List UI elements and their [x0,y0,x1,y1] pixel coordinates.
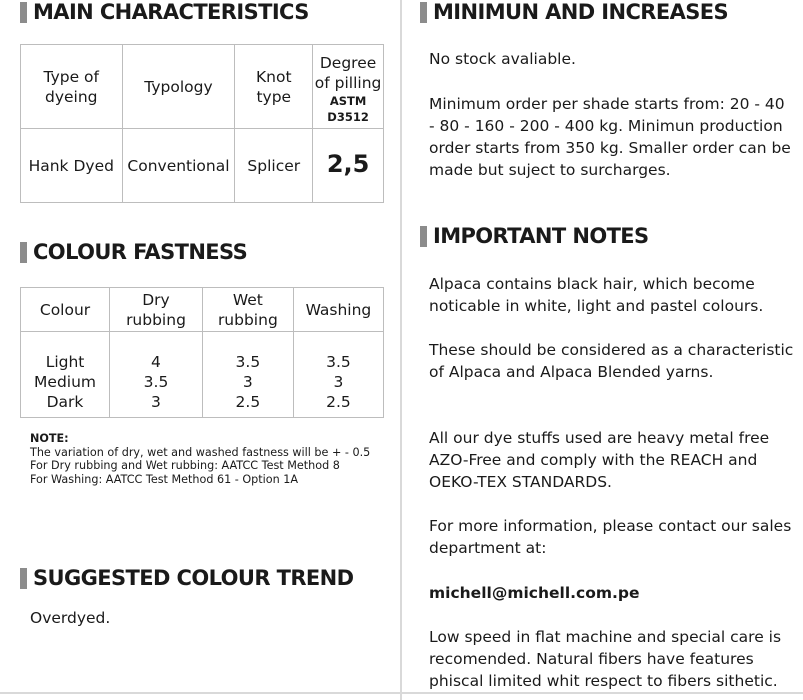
astm-label: ASTM D3512 [327,93,369,124]
header-degree-of-pilling [313,45,384,129]
header-typology: Typology [122,45,235,129]
heading-bar [20,242,27,263]
washing-dark: 2.5 [326,392,351,411]
suggested-colour-trend-heading [20,566,353,590]
note-paragraph: Low speed in flat machine and special care is recomended. Natural fibers have features phiscal limited whit respect to fibers sithetic. [429,628,782,690]
value-typology: Conventional [122,129,235,203]
header-knot-type: Knot type [235,45,313,129]
important-notes-heading [420,224,649,248]
note-paragraph: All our dye stuffs used are heavy metal free AZO-Free and comply with the REACH and OEKO-TEX STANDARDS. [429,429,770,491]
stock-text: No stock avaliable. [429,50,576,68]
value-knot-type: Splicer [235,129,313,203]
header-dry-rubbing: Dry rubbing [110,288,203,332]
wet-light: 3.5 [235,352,261,371]
pilling-value: 2,5 [326,150,370,178]
note-line: For Dry rubbing and Wet rubbing: AATCC Test Method 8 [30,459,340,473]
table-row [21,332,384,418]
wet-dark: 2.5 [235,392,261,411]
note-paragraph: Alpaca contains black hair, which become noticable in white, light and pastel colours. [429,275,764,315]
note-title: NOTE: [30,432,69,445]
colour-column [21,332,110,418]
bottom-rule [0,692,803,694]
degree-of-pilling-label: Degree of pilling [314,53,382,92]
dry-rubbing-column [110,332,203,418]
wet-medium: 3 [242,372,253,391]
note-line: The variation of dry, wet and washed fastness will be + - 0.5 [30,445,371,459]
table-row [21,129,384,203]
contact-email-link[interactable]: michell@michell.com.pe [429,584,640,602]
heading-bar [420,226,427,247]
minimum-and-increases-heading [420,0,728,24]
washing-column [293,332,383,418]
minimum-and-increases-title: MINIMUN AND INCREASES [433,0,729,24]
colour-fastness-title: COLOUR FASTNESS [33,240,248,264]
header-washing: Washing [293,288,383,332]
colour-fastness-table [20,287,384,418]
fastness-note [30,432,370,486]
colour-medium: Medium [34,372,97,391]
dry-medium: 3.5 [143,372,169,391]
note-line: For Washing: AATCC Test Method 61 - Option 1A [30,472,299,486]
note-paragraph: These should be considered as a characteristic of Alpaca and Alpaca Blended yarns. [429,341,794,381]
main-characteristics-heading [20,0,309,24]
colour-dark: Dark [46,392,84,411]
value-type-of-dyeing: Hank Dyed [21,129,123,203]
washing-light: 3.5 [326,352,351,371]
header-wet-rubbing: Wet rubbing [202,288,293,332]
header-colour: Colour [21,288,110,332]
left-column [0,0,400,700]
washing-medium: 3 [333,372,344,391]
heading-bar [20,568,27,589]
dry-light: 4 [151,352,161,371]
value-degree-of-pilling [313,129,384,203]
note-paragraph: For more information, please contact our sales department at: [429,517,792,557]
right-column [402,0,803,700]
heading-bar [20,2,27,23]
important-notes-title: IMPORTANT NOTES [433,224,649,248]
main-characteristics-table [20,44,384,203]
table-header-row [21,288,384,332]
wet-rubbing-column [202,332,293,418]
colour-fastness-heading [20,240,247,264]
header-type-of-dyeing: Type of dyeing [21,45,123,129]
colour-light: Light [45,352,85,371]
table-header-row [21,45,384,129]
suggested-colour-trend-text: Overdyed. [30,609,111,627]
heading-bar [420,2,427,23]
main-characteristics-title: MAIN CHARACTERISTICS [33,0,309,24]
minimum-order-text: Minimum order per shade starts from: 20 - 40 - 80 - 160 - 200 - 400 kg. Minimun production order starts from 350 kg. Smaller order can be made but suject to surcharges. [429,95,791,179]
suggested-colour-trend-title: SUGGESTED COLOUR TREND [33,566,354,590]
dry-dark: 3 [151,392,161,411]
